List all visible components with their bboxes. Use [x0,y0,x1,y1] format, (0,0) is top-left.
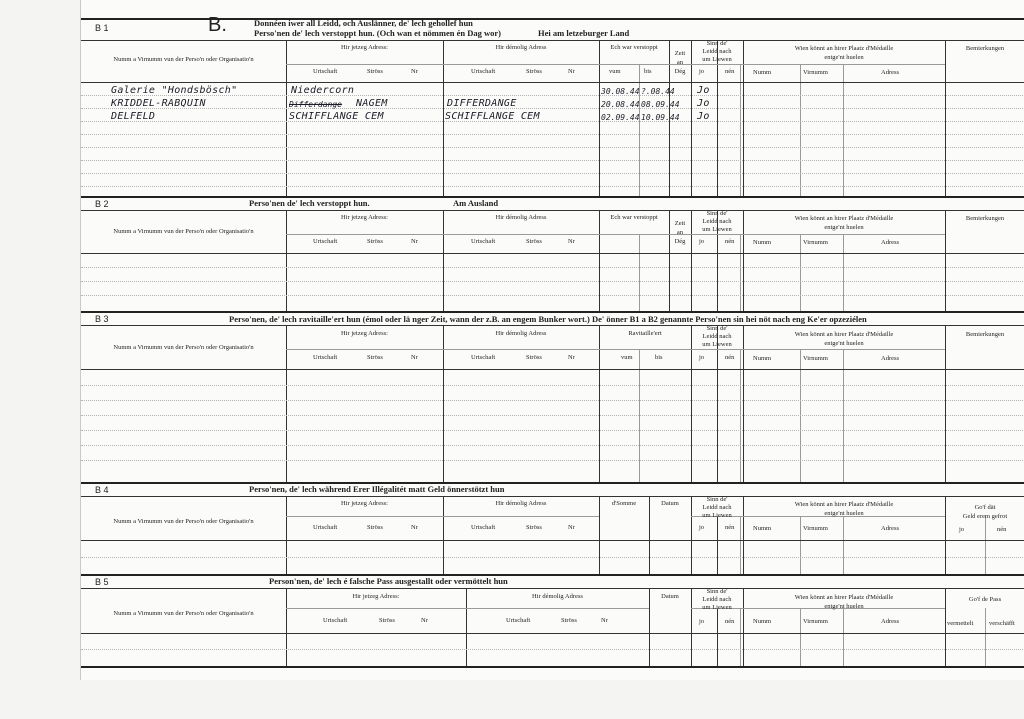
b1-title-1: Donnéen iwer all Leidd, och Auslänner, de' lech gehollef hun [254,18,473,28]
b1-row2-struck: Differdange [289,100,342,109]
b1-hdr-leidd: Leidd nach [702,48,732,55]
b2-hdr-nen: nén [725,238,735,245]
b1-hdr-nen: nén [725,68,735,75]
b1-row1-town: Niedercorn [291,85,355,96]
b4-hdr-datum: Datum [661,500,679,507]
b1-row1-vum: 30.08.44 [601,87,640,96]
b3-hdr-numm: Numm [753,355,772,362]
b1-hdr-nr-2: Nr [568,68,575,75]
b5-hdr-nr: Nr [421,617,428,624]
b4-hdr-sinn: Sinn de' [706,496,728,503]
b1-hdr-stross: Ströss [367,68,383,75]
b1-row3-bis: 10.09.44 [641,113,680,122]
b3-hdr-liewen: um Liewen [702,341,732,348]
b4-hdr-stross-2: Ströss [526,524,542,531]
b3-hdr-former-address: Hir démolig Adress [495,330,547,337]
b1-hdr-medal-2: entge'nt huelen [824,54,864,61]
b4-hdr-name: Numm a Virnumm vun der Perso'n oder Organisatio'n [113,518,254,525]
b1-hdr-former-address: Hir démolig Adress [495,44,547,51]
b2-hdr-stross-2: Ströss [526,238,542,245]
b1-row2-name: KRIDDEL-RABQUIN [111,98,206,109]
page-letter: B. [208,14,227,36]
b2-hdr-former-address: Hir démolig Adress [495,214,547,221]
b4-hdr-nen: nén [725,524,735,531]
b1-hdr-zeit: Zeit [674,50,686,57]
b3-hdr-medal-1: Wien könnt an hirer Plaatz d'Médaille [794,331,894,338]
b1-section-id: B 1 [95,23,109,33]
b5-hdr-virnumm: Virnumm [803,618,828,625]
b1-row3-name: DELFELD [111,111,156,122]
b5-hdr-leidd: Leidd nach [702,596,732,603]
b1-row3-vum: 02.09.44 [601,113,640,122]
b2-hdr-nr-2: Nr [568,238,575,245]
b4-hdr-medal-2: entge'nt huelen [824,510,864,517]
b4-hdr-ortschaft-2: Urtschaft [471,524,496,531]
b5-hdr-adress: Adress [881,618,900,625]
b5-hdr-jo: jo [699,618,705,625]
b4-hdr-medal-1: Wien könnt an hirer Plaatz d'Médaille [794,501,894,508]
b2-hdr-ortschaft: Urtschaft [313,238,338,245]
b3-hdr-stross: Ströss [367,354,383,361]
b3-hdr-nen: nén [725,354,735,361]
b1-hdr-nr: Nr [411,68,418,75]
b5-hdr-medal-1: Wien könnt an hirer Plaatz d'Médaille [794,594,894,601]
b1-hdr-stross-2: Ströss [526,68,542,75]
b5-title: Person'nen, de' lech é falsche Pass ausgestallt oder vermöttelt hun [269,576,508,586]
b1-hdr-current-address: Hir jetzeg Adress: [341,44,388,51]
b5-hdr-stross: Ströss [379,617,395,624]
b5-hdr-stross-2: Ströss [561,617,577,624]
b2-hdr-jo: jo [699,238,705,245]
b3-hdr-ravitaille: Ravitaille'ert [628,330,662,337]
b2-title-right: Am Ausland [453,198,499,208]
b4-hdr-liewen: um Liewen [702,512,732,519]
b3-hdr-ortschaft: Urtschaft [313,354,338,361]
b1-hdr-hidden: Ech war verstoppt [610,44,658,51]
b1-hdr-vum: vum [609,68,621,75]
b4-section-id: B 4 [95,485,109,495]
b1-row2-vum: 20.08.44 [601,100,640,109]
b5-hdr-datum: Datum [661,593,679,600]
b1-hdr-numm: Numm [753,69,772,76]
b3-hdr-name: Numm a Virnumm vun der Perso'n oder Organisatio'n [113,344,254,351]
b3-hdr-adress: Adress [881,355,900,362]
b2-section-id: B 2 [95,199,109,209]
b4-hdr-geld-nen: nén [997,526,1007,533]
b4-hdr-nr-2: Nr [568,524,575,531]
b1-hdr-sinn: Sinn de' [706,40,728,47]
b1-hdr-bis: bis [644,68,652,75]
b4-hdr-jo: jo [699,524,705,531]
b2-hdr-zeit: Zeit [674,220,686,227]
b1-top-rule [81,18,1024,20]
b2-hdr-medal-1: Wien könnt an hirer Plaatz d'Médaille [794,215,894,222]
b1-title-2: Perso'nen de' lech verstoppt hun. (Och wan et nömmen én Dag wor) [254,28,501,38]
b1-hdr-jo: jo [699,68,705,75]
b2-hdr-sinn: Sinn de' [706,210,728,217]
b2-hdr-virnumm: Virnumm [803,239,828,246]
b5-hdr-pass: Go'f de Pass [968,596,1002,603]
b1-hdr-adress: Adress [881,69,900,76]
b4-hdr-geld-1: Go'f dät [974,504,996,511]
b5-hdr-nen: nén [725,618,735,625]
b4-hdr-numm: Numm [753,525,772,532]
b1-row1-name: Galerie "Hondsbösch" [111,85,238,96]
b2-hdr-an: an [676,229,684,236]
b2-hdr-deg: Dég [674,238,686,245]
b5-hdr-ortschaft-2: Urtschaft [506,617,531,624]
b2-hdr-name: Numm a Virnumm vun der Perso'n oder Organisatio'n [113,228,254,235]
b5-hdr-medal-2: entge'nt huelen [824,603,864,610]
b3-hdr-remarks: Bemierkungen [965,331,1005,338]
b1-hdr-name: Numm a Virnumm vun der Perso'n oder Organisatio'n [113,56,254,63]
b4-hdr-geld-jo: jo [959,526,965,533]
b2-hdr-numm: Numm [753,239,772,246]
b1-hdr-liewen: um Liewen [702,56,732,63]
b2-title: Perso'nen de' lech verstoppt hun. [249,198,370,208]
b1-hdr-virnumm: Virnumm [803,69,828,76]
b2-hdr-liewen: um Liewen [702,226,732,233]
b3-hdr-vum: vum [621,354,633,361]
b1-hdr-remarks: Bemierkungen [965,45,1005,52]
form-sheet [80,0,1024,680]
b1-hdr-deg: Dég [674,68,686,75]
b5-hdr-sinn: Sinn de' [706,588,728,595]
b4-hdr-nr: Nr [411,524,418,531]
b2-hdr-adress: Adress [881,239,900,246]
b2-hdr-stross: Ströss [367,238,383,245]
b3-hdr-leidd: Leidd nach [702,333,732,340]
b3-hdr-nr-2: Nr [568,354,575,361]
b4-hdr-geld-2: Geld erem gefrot [962,513,1008,520]
b3-hdr-ortschaft-2: Urtschaft [471,354,496,361]
b5-hdr-liewen: um Liewen [702,604,732,611]
b5-hdr-numm: Numm [753,618,772,625]
b2-hdr-ortschaft-2: Urtschaft [471,238,496,245]
b4-hdr-current-address: Hir jetzeg Adress: [341,500,388,507]
b1-row2-jo: Jo [697,98,710,109]
b2-hdr-leidd: Leidd nach [702,218,732,225]
b1-hdr-ortschaft: Urtschaft [313,68,338,75]
b1-row3-jo: Jo [697,111,710,122]
b3-hdr-current-address: Hir jetzeg Adress: [341,330,388,337]
b3-hdr-stross-2: Ströss [526,354,542,361]
b3-hdr-jo: jo [699,354,705,361]
b5-section-id: B 5 [95,577,109,587]
b1-row3-former-town: SCHIFFLANGE CEM [445,111,540,122]
b2-hdr-current-address: Hir jetzeg Adress: [341,214,388,221]
b1-row2-former-town: DIFFERDANGE [447,98,517,109]
b3-hdr-virnumm: Virnumm [803,355,828,362]
b4-hdr-ortschaft: Urtschaft [313,524,338,531]
b5-hdr-current-address: Hir jetzeg Adress: [352,593,400,600]
b4-hdr-somme: d'Somme [611,500,637,507]
b2-hdr-remarks: Bemierkungen [965,215,1005,222]
b2-hdr-hidden: Ech war verstoppt [610,214,658,221]
b5-hdr-vermettelt: vermettelt [947,620,974,627]
b4-title: Perso'nen, de' lech während Erer Illégalitét matt Geld önnerstötzt hun [249,484,505,494]
b1-hdr-ortschaft-2: Urtschaft [471,68,496,75]
b3-section-id: B 3 [95,314,109,324]
b1-row3-town: SCHIFFLANGE CEM [289,111,384,122]
b5-hdr-ortschaft: Urtschaft [323,617,348,624]
b3-hdr-medal-2: entge'nt huelen [824,340,864,347]
b1-title-right: Hei am letzeburger Land [538,28,630,38]
b4-hdr-stross: Ströss [367,524,383,531]
b3-title: Perso'nen, de' lech ravitaille'ert hun (émol oder lä nger Zeit, wann der z.B. an engem Bunker wort.) De' önner B1 a B2 genannte Perso'nen sin hei nöt nach eng Ke'er opzeziélen [229,314,867,324]
b1-row1-jo: Jo [697,85,710,96]
b3-hdr-bis: bis [655,354,663,361]
b3-hdr-nr: Nr [411,354,418,361]
b4-hdr-former-address: Hir démolig Adress [495,500,547,507]
b4-hdr-leidd: Leidd nach [702,504,732,511]
b5-hdr-name: Numm a Virnumm vun der Perso'n oder Organisatio'n [113,610,254,617]
b1-hdr-an: an [676,59,684,66]
b5-hdr-verschafft: verschäfft [989,620,1015,627]
b5-hdr-nr-2: Nr [601,617,608,624]
b1-row2-town: NAGEM [356,98,388,109]
b3-hdr-sinn: Sinn de' [706,325,728,332]
b4-hdr-virnumm: Virnumm [803,525,828,532]
b4-hdr-adress: Adress [881,525,900,532]
b1-hdr-medal-1: Wien könnt an hirer Plaatz d'Médaille [794,45,894,52]
b2-hdr-medal-2: entge'nt huelen [824,224,864,231]
b5-hdr-former-address: Hir démolig Adress [532,593,583,600]
b1-row2-bis: 08.09.44 [641,100,680,109]
b1-row1-bis: ?.08.44 [641,87,675,96]
b2-hdr-nr: Nr [411,238,418,245]
